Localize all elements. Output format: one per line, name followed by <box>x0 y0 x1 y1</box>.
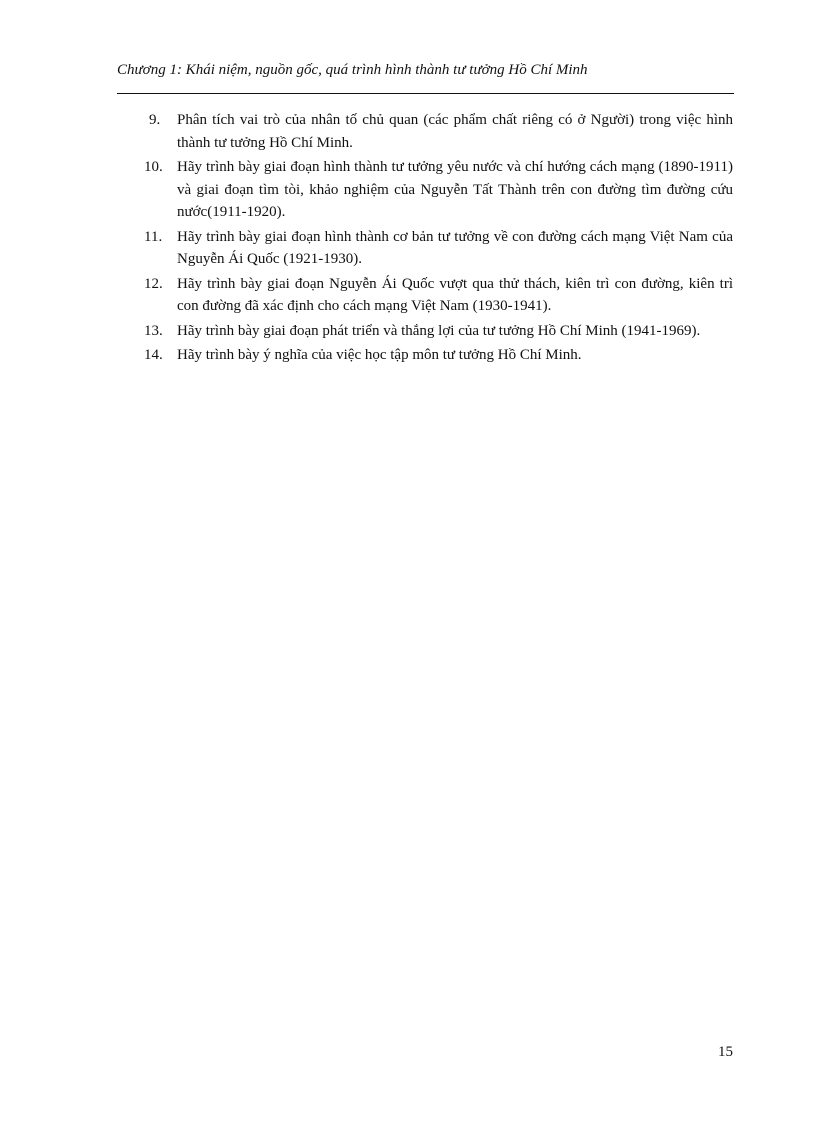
question-number: 10. <box>144 159 163 175</box>
question-number: 13. <box>144 322 163 339</box>
question-number: 14. <box>144 347 163 363</box>
question-text: Hãy trình bày giai đoạn Nguyễn Ái Quốc vượt qua thử thách, kiên trì con đường, kiên trì con đường đã xác định cho cách mạng Việt Nam (1930-1941). <box>177 275 733 314</box>
list-item <box>144 273 733 318</box>
list-item <box>144 156 733 224</box>
question-text: Hãy trình bày giai đoạn phát triển và thắng lợi của tư tưởng Hồ Chí Minh (1941-1969). <box>177 322 701 339</box>
question-number: 9. <box>149 112 161 128</box>
question-text: Phân tích vai trò của nhân tố chủ quan (các phẩm chất riêng có ở Người) trong việc hình thành tư tưởng Hồ Chí Minh. <box>177 112 733 151</box>
running-header: Chương 1: Khái niệm, nguồn gốc, quá trình hình thành tư tưởng Hồ Chí Minh <box>117 62 588 78</box>
list-item <box>144 344 733 367</box>
list-item <box>144 109 733 154</box>
question-text: Hãy trình bày giai đoạn hình thành cơ bản tư tưởng về con đường cách mạng Việt Nam của Nguyễn Ái Quốc (1921-1930). <box>177 228 733 267</box>
header-divider <box>117 93 734 94</box>
review-question-list <box>144 109 733 369</box>
list-item <box>144 320 733 343</box>
question-number: 11. <box>144 228 163 245</box>
question-number: 12. <box>144 275 163 292</box>
question-text: Hãy trình bày giai đoạn hình thành tư tưởng yêu nước và chí hướng cách mạng (1890-1911) và giai đoạn tìm tòi, khảo nghiệm của Nguyễn Tất Thành trên con đường tìm đường cứu nước(1911-1920). <box>177 159 733 220</box>
question-text: Hãy trình bày ý nghĩa của việc học tập môn tư tưởng Hồ Chí Minh. <box>177 347 582 363</box>
page-number: 15 <box>718 1044 733 1060</box>
list-item <box>144 226 733 271</box>
